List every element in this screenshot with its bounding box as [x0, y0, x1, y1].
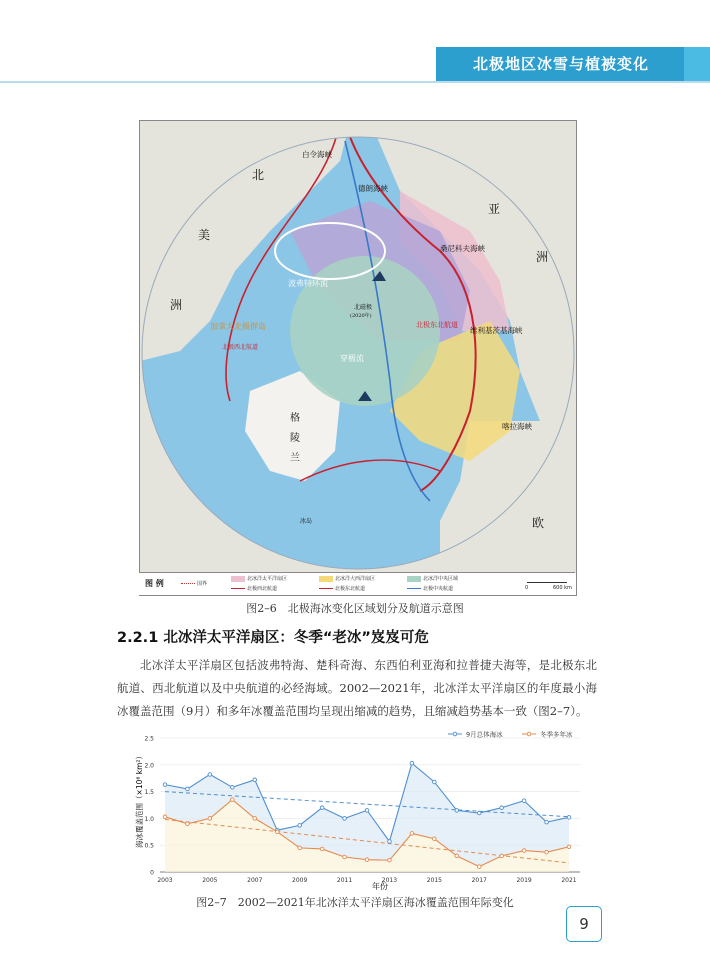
header-accent-stripe: [684, 47, 710, 81]
legend-scale-0: 0: [525, 585, 529, 591]
label-north-pole-year: (2020年): [350, 313, 372, 319]
series-point-0: [433, 780, 437, 784]
label-north-pole: 北磁极: [354, 304, 373, 311]
series-point-1: [365, 858, 369, 862]
chart-x-label: 年份: [372, 882, 388, 891]
series-point-1: [388, 858, 392, 862]
legend-border: 国界: [181, 580, 207, 587]
series-point-0: [365, 809, 369, 813]
label-transpolar: 穿极流: [340, 354, 364, 363]
label-zhou2: 洲: [536, 250, 549, 264]
series-point-0: [298, 824, 302, 828]
arctic-map: [140, 121, 576, 573]
series-point-1: [522, 849, 526, 853]
series-point-0: [410, 761, 414, 765]
y-tick-label: 2.5: [144, 735, 154, 743]
series-point-1: [455, 854, 459, 858]
series-point-1: [500, 854, 504, 858]
series-point-0: [477, 811, 481, 815]
series-point-1: [477, 865, 481, 869]
series-point-0: [208, 773, 212, 777]
x-tick-label: 2003: [157, 877, 173, 884]
legend-atlantic: 北冰洋大西洋扇区: [319, 575, 375, 582]
chart-y-label: 海冰覆盖范围（×10⁶ km²）: [135, 752, 144, 848]
series-point-0: [163, 783, 167, 787]
label-zhou: 洲: [170, 298, 183, 312]
label-greenland-1: 格: [290, 413, 300, 424]
legend-marker-1: [527, 732, 531, 736]
x-tick-label: 2005: [202, 877, 218, 884]
series-point-0: [253, 778, 257, 782]
y-tick-label: 2.0: [144, 762, 154, 770]
y-tick-label: 1.0: [144, 815, 154, 823]
x-tick-label: 2015: [426, 877, 442, 884]
series-point-1: [163, 815, 167, 819]
legend-scale-600: 600 km: [553, 585, 572, 591]
series-point-0: [320, 806, 324, 810]
legend-marker-0: [453, 732, 457, 736]
label-canada-archipelago: 加拿大北极群岛: [210, 322, 266, 331]
section-title: 2.2.1 北冰洋太平洋扇区：冬季“老冰”岌岌可危: [117, 630, 429, 646]
figure-2-6-caption: 图2–6 北极海冰变化区域划分及航道示意图: [246, 602, 464, 615]
label-ne-route: 北极东北航道: [416, 321, 458, 329]
chart-x-ticks: [157, 877, 576, 884]
series-point-1: [545, 850, 549, 854]
label-bering: 白令海峡: [302, 150, 332, 159]
x-tick-label: 2021: [561, 877, 577, 884]
series-point-1: [410, 832, 414, 836]
legend-nw: 北极西北航道: [231, 585, 277, 592]
series-point-1: [433, 837, 437, 841]
series-point-1: [231, 798, 235, 802]
label-na: 北: [252, 168, 265, 182]
series-point-0: [343, 817, 347, 821]
series-point-1: [275, 830, 279, 834]
chart-y-ticks: [144, 736, 154, 877]
series-point-0: [500, 806, 504, 810]
series-point-0: [388, 840, 392, 844]
series-point-0: [567, 816, 571, 820]
series-point-0: [522, 799, 526, 803]
legend-central: 北冰洋中央区域: [407, 575, 458, 582]
label-iceland: 冰岛: [300, 518, 313, 525]
series-point-0: [231, 786, 235, 790]
series-point-1: [298, 846, 302, 850]
chapter-title: 北极地区冰雪与植被变化: [472, 55, 649, 73]
label-greenland-3: 兰: [290, 453, 300, 464]
x-tick-label: 2009: [292, 877, 308, 884]
legend-label-1: 冬季多年冰: [540, 730, 573, 739]
y-tick-label: 1.5: [144, 789, 154, 797]
legend-title: 图 例: [145, 579, 164, 588]
label-vilkitsky: 维利基茨基海峡: [470, 326, 523, 335]
label-greenland-2: 陵: [290, 433, 300, 444]
x-tick-label: 2019: [516, 877, 532, 884]
series-point-1: [208, 817, 212, 821]
series-point-0: [545, 820, 549, 824]
y-tick-label: 0: [150, 869, 154, 877]
header-rule: [0, 81, 710, 83]
label-beaufort-gyre: 波弗特环流: [288, 279, 328, 288]
sea-ice-line-chart: [130, 728, 590, 896]
label-sannikov: 桑尼科夫海峡: [440, 244, 485, 253]
x-tick-label: 2011: [336, 877, 353, 884]
label-nw-route: 北极西北航道: [222, 344, 259, 351]
series-point-1: [320, 847, 324, 851]
page-number: 9: [566, 906, 602, 942]
series-point-1: [253, 817, 257, 821]
series-point-1: [343, 855, 347, 859]
x-tick-label: 2007: [247, 877, 263, 884]
legend-ne: 北极东北航道: [319, 585, 365, 592]
figure-2-7-caption: 图2–7 2002—2021年北冰洋太平洋扇区海冰覆盖范围年际变化: [196, 896, 514, 909]
x-tick-label: 2013: [381, 877, 398, 884]
x-tick-label: 2017: [471, 877, 487, 884]
legend-central-route: 北极中央航道: [407, 585, 453, 592]
series-point-1: [567, 845, 571, 849]
chart-shaded-area: [165, 763, 569, 872]
series-point-1: [186, 822, 190, 826]
series-point-0: [455, 809, 459, 813]
section-paragraph: 北冰洋太平洋扇区包括波弗特海、楚科奇海、东西伯利亚海和拉普捷夫海等，是北极东北航道、西北航道以及中央航道的必经海域。2002—2021年，北冰洋太平洋扇区的年度最小海冰覆盖范围（9月）和多年冰覆盖范围均呈现出缩减的趋势，且缩减趋势基本一致（图2–7）。: [117, 658, 597, 718]
label-kara: 喀拉海峡: [502, 422, 532, 431]
label-ya: 亚: [488, 202, 501, 216]
chart-legend: [448, 730, 573, 739]
legend-pacific: 北冰洋太平洋扇区: [231, 575, 287, 582]
label-ou: 欧: [532, 516, 545, 530]
map-legend: [139, 572, 575, 595]
legend-scale-bar: [527, 578, 567, 583]
arctic-map-figure: [139, 120, 577, 596]
series-point-0: [186, 787, 190, 791]
legend-label-0: 9月总体海冰: [466, 730, 503, 739]
y-tick-label: 0.5: [144, 842, 154, 850]
label-mei: 美: [198, 228, 211, 242]
label-delong: 德朗海峡: [358, 184, 388, 193]
